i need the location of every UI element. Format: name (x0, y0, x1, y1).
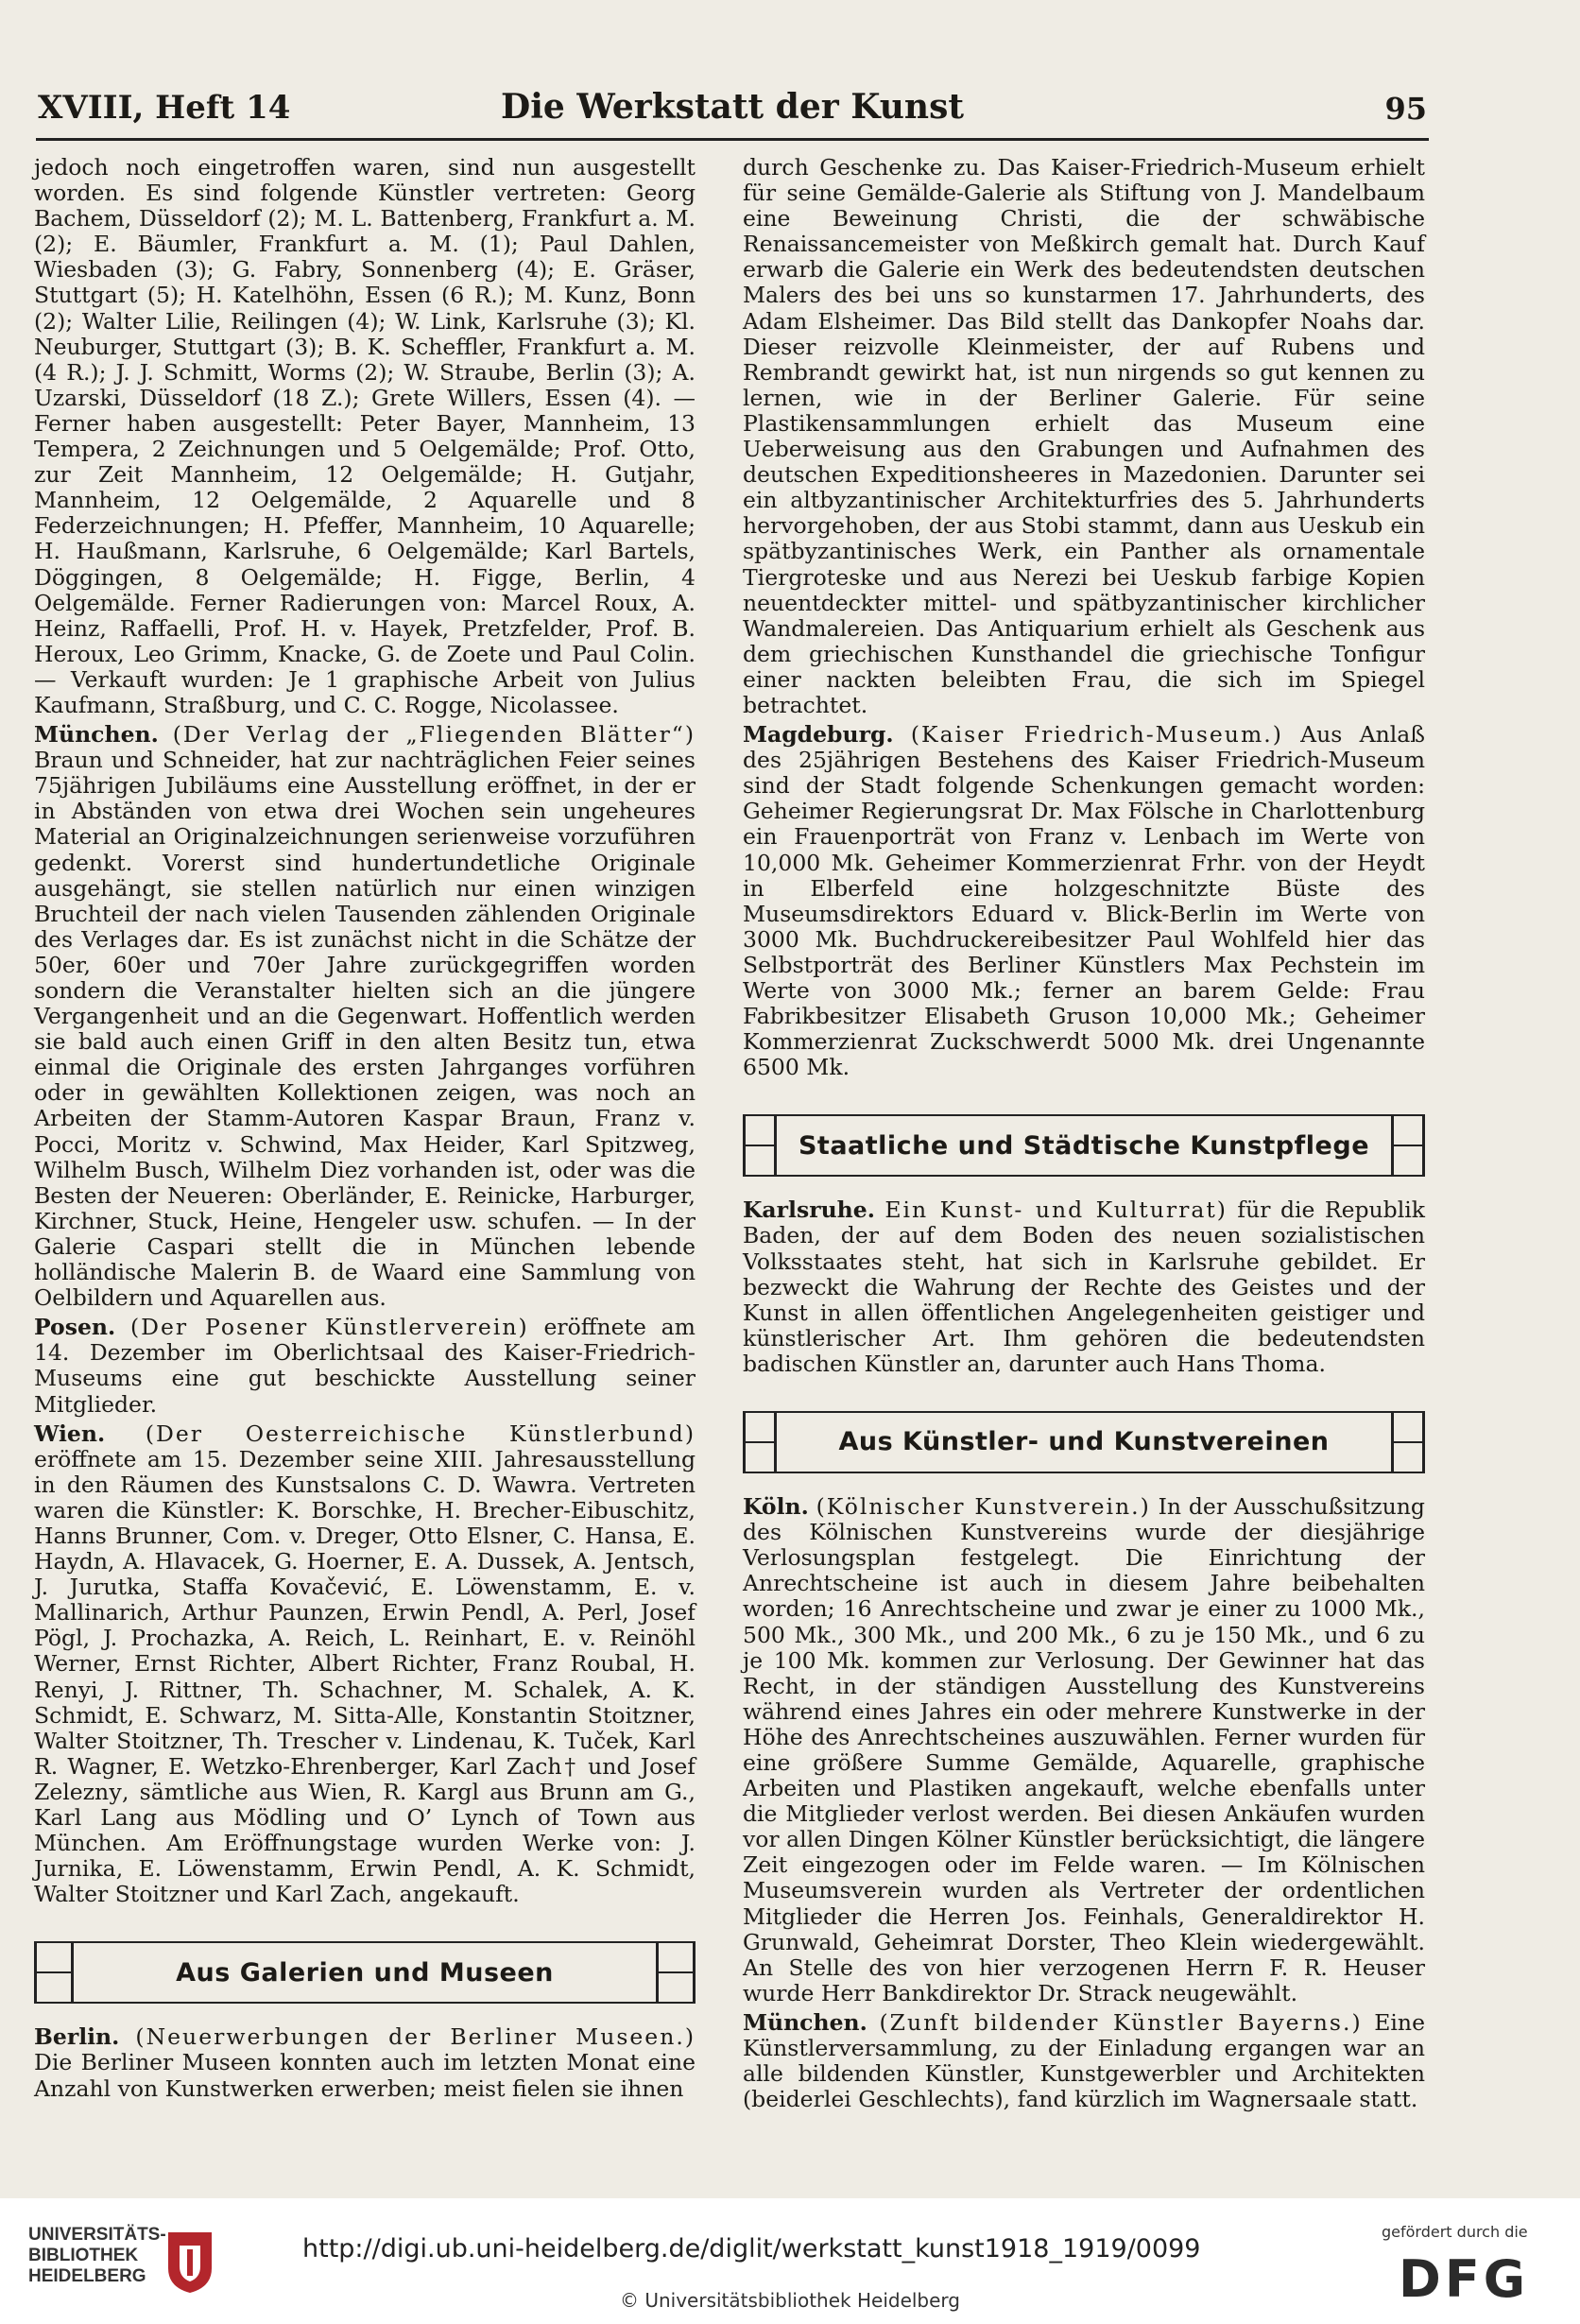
section-title: Staatliche und Städtische Kunstpflege (798, 1130, 1370, 1161)
place-lead: München. (34, 721, 159, 749)
left-column (34, 155, 696, 2102)
section-heading (34, 1941, 696, 2004)
library-line: UNIVERSITÄTS- (28, 2225, 166, 2245)
section-heading (743, 1114, 1425, 1177)
org-name: (Kaiser Friedrich-Museum.) (910, 721, 1283, 749)
page-number: 95 (1384, 91, 1427, 127)
org-name: (Der Posener Künstlerverein) (130, 1314, 529, 1341)
paragraph-text: für die Republik Baden, der auf dem Boden des neuen sozialistischen Volksstaates steht, hat sich in Karlsruhe gebildet. Er bezweckt die Wahrung der Rechte des Geistes und der Kunst in allen öffentlichen Angelegenheiten geistiger und künstlerischer Art. Ihm gehören die bedeutendsten badischen Künstler an, darunter auch Hans Thoma. (743, 1196, 1425, 1377)
org-name: (Der Verlag der „Fliegenden Blätter“) (172, 721, 696, 749)
place-lead: München. (743, 2008, 867, 2036)
dfg-logo: DFG (1399, 2249, 1530, 2309)
paragraph (743, 2010, 1425, 2112)
org-name: (Kölnischer Kunstverein.) (816, 1493, 1151, 1521)
library-name (28, 2225, 166, 2287)
section-title: Aus Künstler- und Kunstvereinen (838, 1427, 1330, 1457)
paragraph (34, 1315, 696, 1417)
place-lead: Wien. (34, 1420, 106, 1447)
header-rule (36, 138, 1429, 141)
paragraph: durch Geschenke zu. Das Kaiser-Friedrich-Museum erhielt für seine Gemälde-Galerie als Stiftung von J. Mandelbaum eine Beweinung Christi, die der schwäbische Renaissancemeister von Meßkirch gemalt hat. Durch Kauf erwarb die Galerie ein Werk des bedeutendsten deutschen Malers des bei uns so kunstarmen 17. Jahrhunderts, des Adam Elsheimer. Das Bild stellt das Dankopfer Noahs dar. Dieser reizvolle Kleinmeister, der auf Rubens und Rembrandt gewirkt hat, ist nun nirgends so gut kennen zu lernen, wie in der Berliner Galerie. Für seine Plastikensammlungen erhielt das Museum eine Ueberweisung aus den Grabungen und Aufnahmen des deutschen Expeditionsheeres in Mazedonien. Darunter sei ein altbyzantinischer Architekturfries des 5. Jahrhunderts hervorgehoben, der aus Stobi stammt, dann aus Ueskub ein spätbyzantinisches Werk, ein Panther als ornamentale Tiergroteske und aus Nerezi bei Ueskub farbige Kopien neuentdeckter mittel- und spätbyzantinischer kirchlicher Wandmalereien. Das Antiquarium erhielt als Geschenk aus dem griechischen Kunsthandel die griechische Tonfigur einer nackten beleibten Frau, die sich im Spiegel betrachtet. (743, 154, 1425, 718)
funding-caption: gefördert durch die (1382, 2223, 1528, 2241)
paragraph: jedoch noch eingetroffen waren, sind nun ausgestellt worden. Es sind folgende Künstler vertreten: Georg Bachem, Düsseldorf (2); M. L. Battenberg, Frankfurt a. M. (2); E. Bäumler, Frankfurt a. M. (1); Paul Dahlen, Wiesbaden (3); G. Fabry, Sonnenberg (4); E. Gräser, Stuttgart (5); H. Katelhöhn, Essen (6 R.); M. Kunz, Bonn (2); Walter Lilie, Reilingen (4); W. Link, Karlsruhe (3); Kl. Neuburger, Stuttgart (3); B. K. Scheffler, Frankfurt a. M. (4 R.); J. J. Schmitt, Worms (2); W. Straube, Berlin (3); A. Uzarski, Düsseldorf (18 Z.); Grete Willers, Essen (4). — Ferner haben ausgestellt: Peter Bayer, Mannheim, 13 Tempera, 2 Zeichnungen und 5 Oelgemälde; Prof. Otto, zur Zeit Mannheim, 12 Oelgemälde; H. Gutjahr, Mannheim, 12 Oelgemälde, 2 Aquarelle und 8 Federzeichnungen; H. Pfeffer, Mannheim, 10 Aquarelle; H. Haußmann, Karlsruhe, 6 Oelgemälde; Karl Bartels, Döggingen, 8 Oelgemälde; H. Figge, Berlin, 4 Oelgemälde. Ferner Radierungen von: Marcel Roux, A. Heinz, Raffaelli, Prof. H. v. Hayek, Pretzfelder, Prof. B. Heroux, Leo Grimm, Knacke, G. de Zoete und Paul Colin. — Verkauft wurden: Je 1 graphische Arbeit von Julius Kaufmann, Straßburg, und C. C. Rogge, Nicolassee. (34, 154, 696, 718)
section-title: Aus Galerien und Museen (176, 1957, 554, 1988)
issue-label: XVIII, Heft 14 (38, 89, 291, 127)
org-name: (Neuerwerbungen der Berliner Museen.) (135, 2023, 696, 2051)
paragraph (743, 1494, 1425, 2006)
place-lead: Köln. (743, 1493, 809, 1521)
org-name: (Zunft bildender Künstler Bayerns.) (879, 2008, 1363, 2036)
paragraph (34, 2024, 696, 2101)
section-heading (743, 1411, 1425, 1473)
paragraph-text: Aus Anlaß des 25jährigen Bestehens des Kaiser Friedrich-Museum sind der Stadt folgende Schenkungen gemacht worden: Geheimer Regierungsrat Dr. Max Fölsche in Charlottenburg ein Frauenporträt von Franz v. Lenbach im Werte von 10,000 Mk. Geheimer Kommerzienrat Frhr. von der Heydt in Elberfeld eine holzgeschnitzte Büste des Museumsdirektors Eduard v. Blick-Berlin im Werte von 3000 Mk. Buchdruckereibesitzer Paul Wohlfeld hier das Selbstporträt des Berliner Künstlers Max Pechstein im Werte von 3000 Mk.; ferner an barem Gelde: Frau Fabrikbesitzer Elisabeth Gruson 10,000 Mk.; Geheimer Kommerzienrat Zuckschwerdt 5000 Mk. drei Ungenannte 6500 Mk. (743, 721, 1425, 1081)
paragraph-text: eröffnete am 14. Dezember im Oberlichtsaal des Kaiser-Friedrich-Museums eine gut beschickte Ausstellung seiner Mitglieder. (34, 1314, 696, 1418)
paragraph (743, 722, 1425, 1080)
paragraph (34, 1421, 696, 1908)
place-lead: Posen. (34, 1314, 116, 1341)
library-logo-icon (161, 2227, 219, 2297)
library-line: BIBLIOTHEK (28, 2246, 139, 2265)
paragraph (34, 722, 696, 1311)
paragraph-text: Braun und Schneider, hat zur nachträglichen Feier seines 75jährigen Jubiläums eine Ausstellung eröffnet, in der er in Abständen von etwa drei Wochen sein ungeheures Material an Originalzeichnungen serienweise vorzuführen gedenkt. Vorerst sind hundertundetliche Originale ausgehängt, sie stellen natürlich nur einen winzigen Bruchteil der nach vielen Tausenden zählenden Originale des Verlages dar. Es ist zunächst nicht in die Schätze der 50er, 60er und 70er Jahre zurückgegriffen worden sondern die Veranstalter hielten sich an die jüngere Vergangenheit und an die Gegenwart. Hoffentlich werden sie bald auch einen Griff in den alten Besitz tun, etwa einmal die Originale des ersten Jahrganges vorführen oder in gewählten Kollektionen zeigen, was noch an Arbeiten der Stamm-Autoren Kaspar Braun, Franz v. Pocci, Moritz v. Schwind, Max Heider, Karl Spitzweg, Wilhelm Busch, Wilhelm Diez vorhanden ist, oder was die Besten der Neueren: Oberländer, E. Reinicke, Harburger, Kirchner, Stuck, Heine, Hengeler usw. schufen. — In der Galerie Caspari stellt die in München lebende holländische Malerin B. de Waard eine Sammlung von Oelbildern und Aquarellen aus. (34, 747, 696, 1312)
place-lead: Karlsruhe. (743, 1196, 875, 1224)
paragraph-text: Die Berliner Museen konnten auch im letzten Monat eine Anzahl von Kunstwerken erwerben; meist fielen sie ihnen (34, 2049, 696, 2102)
paragraph-text: eröffnete am 15. Dezember seine XIII. Jahresausstellung in den Räumen des Kunstsalons C. D. Wawra. Vertreten waren die Künstler: K. Borschke, H. Brecher-Eibuschitz, Hanns Brunner, Com. v. Dreger, Otto Elsner, C. Hansa, E. Haydn, A. Hlavacek, G. Hoerner, E. A. Dussek, A. Jentsch, J. Jurutka, Staffa Kovačević, E. Löwenstamm, E. v. Mallinarich, Arthur Paunzen, Erwin Pendl, A. Perl, Josef Pögl, J. Prochazka, A. Reich, L. Reinhart, E. v. Reinöhl Werner, Ernst Richter, Albert Richter, Franz Roubal, H. Renyi, J. Rittner, Th. Schachner, M. Schalek, A. K. Schmidt, E. Schwarz, M. Sitta-Alle, Konstantin Stoitzner, Walter Stoitzner, Th. Trescher v. Lindenau, K. Tuček, Karl R. Wagner, E. Wetzko-Ehrenberger, Karl Zach† und Josef Zeleznу, sämtliche aus Wien, R. Kargl aus Brunn am G., Karl Lang aus Mödling und O’ Lynch of Town aus München. Am Eröffnungstage wurden Werke von: J. Jurnika, E. Löwenstamm, Erwin Pendl, A. K. Schmidt, Walter Stoitzner und Karl Zach, angekauft. (34, 1445, 696, 1908)
place-lead: Magdeburg. (743, 721, 894, 749)
paragraph-text: In der Ausschußsitzung des Kölnischen Kunstvereins wurde der diesjährige Verlosungsplan festgelegt. Die Einrichtung der Anrechtscheine ist auch in diesem Jahre beibehalten worden; 16 Anrechtscheine und zwar je einer zu 1000 Mk., 500 Mk., 300 Mk., und 200 Mk., 6 zu je 150 Mk., und 6 zu je 100 Mk. kommen zur Verlosung. Der Gewinner hat das Recht, in der ständigen Ausstellung des Kunstvereins während eines Jahres ein oder mehrere Kunstwerke in der Höhe des Anrechtscheines auszuwählen. Ferner wurden für eine größere Summe Gemälde, Aquarelle, graphische Arbeiten und Plastiken angekauft, welche ebenfalls unter die Mitglieder verlost werden. Bei diesen Ankäufen wurden vor allen Dingen Kölner Künstler berücksichtigt, die längere Zeit eingezogen oder im Felde waren. — Im Kölnischen Museumsverein wurden als Vertreter der ordentlichen Mitglieder die Herren Jos. Feinhals, Generaldirektor H. Grunwald, Geheimrat Dorster, Theo Klein wiedergewählt. An Stelle des von hier verzogenen Herrn F. R. Heuser wurde Herr Bankdirektor Dr. Strack neugewählt. (743, 1493, 1425, 2006)
library-line: HEIDELBERG (28, 2266, 146, 2286)
right-column (743, 155, 1425, 2112)
paragraph-text: Eine Künstlerversammlung, zu der Einladung ergangen war an alle bildenden Künstler, Kunstgewerbler und Architekten (beiderlei Geschlechts), fand kürzlich im Wagnersaale statt. (743, 2008, 1425, 2113)
org-name: Ein Kunst- und Kulturrat) (884, 1196, 1228, 1224)
place-lead: Berlin. (34, 2023, 120, 2051)
permalink-url[interactable]: http://digi.ub.uni-heidelberg.de/diglit/werkstatt_kunst1918_1919/0099 (302, 2234, 1201, 2264)
running-header (38, 81, 1427, 129)
org-name: (Der Oesterreichische Künstlerbund) (145, 1420, 696, 1447)
copyright-notice: © Universitätsbibliothek Heidelberg (619, 2289, 960, 2312)
journal-title: Die Werkstatt der Kunst (501, 87, 964, 127)
paragraph (743, 1197, 1425, 1377)
viewer-footer (0, 2198, 1580, 2324)
